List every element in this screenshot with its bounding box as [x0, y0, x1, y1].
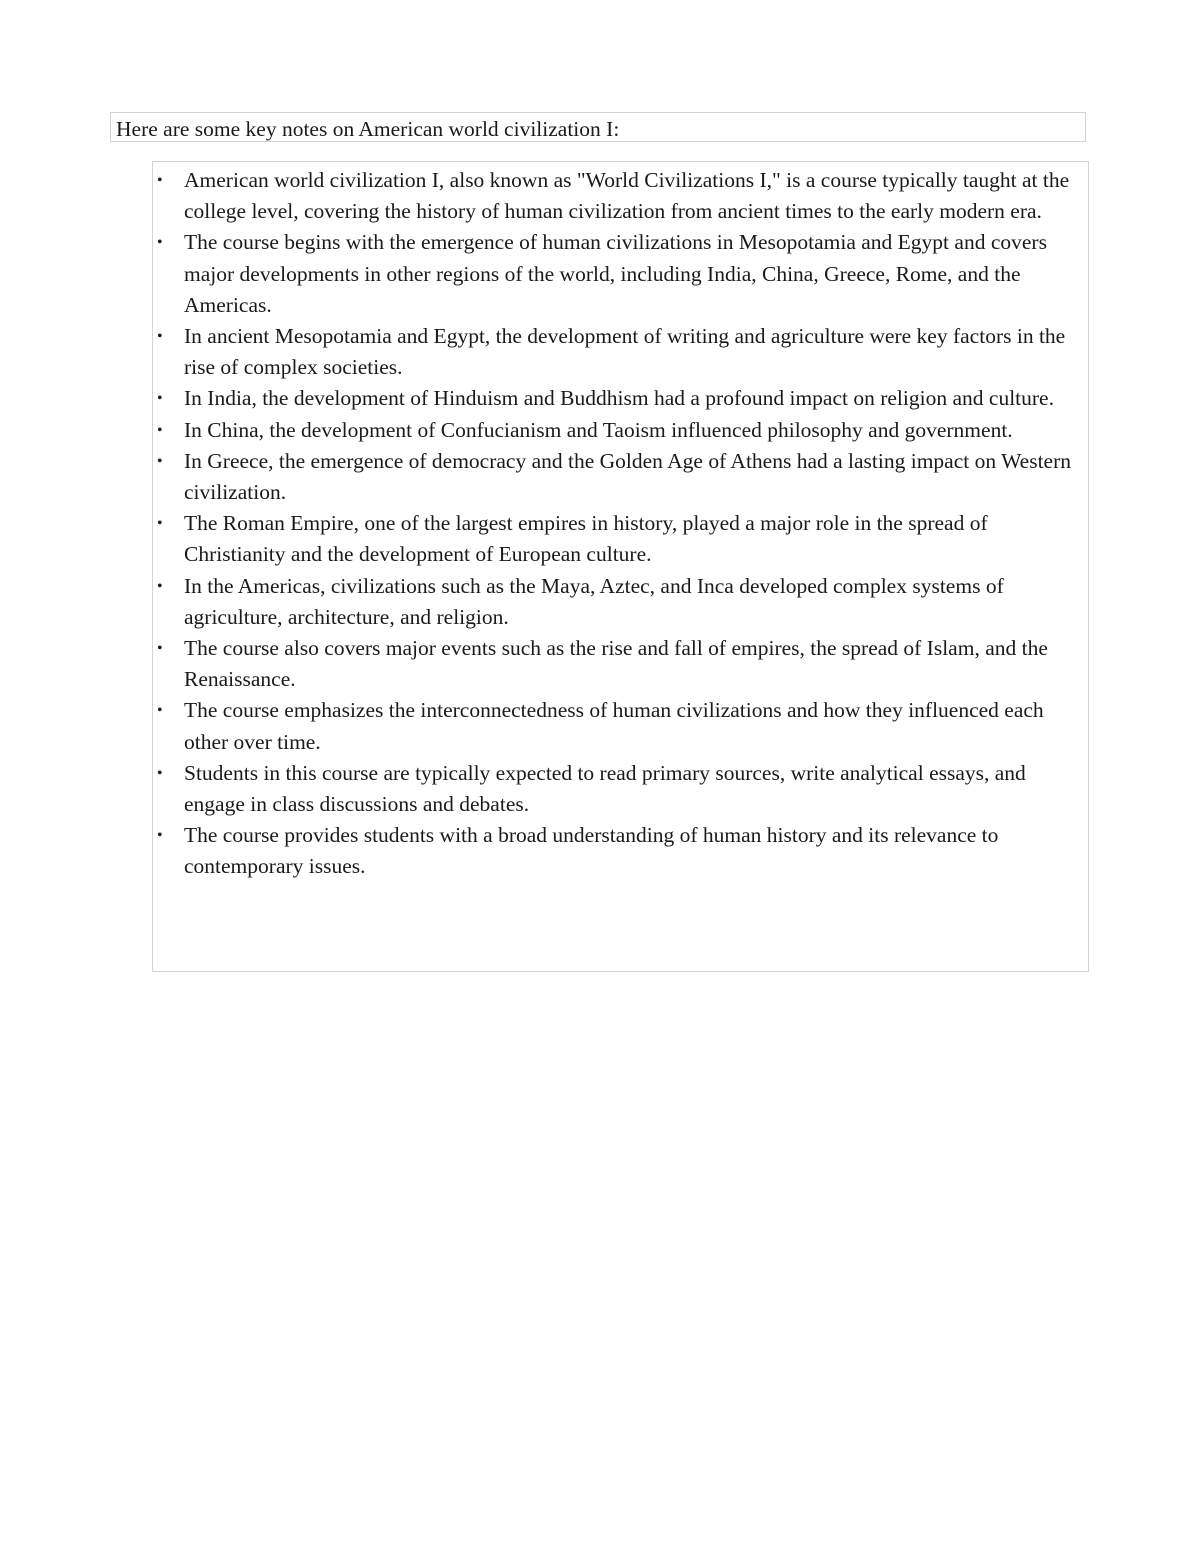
bullet-icon: •	[157, 577, 163, 595]
list-item	[153, 415, 1088, 446]
list-item-text: Students in this course are typically expected to read primary sources, write analytical essays, and engage in class discussions and debates.	[184, 760, 1026, 817]
bullet-icon: •	[157, 328, 163, 346]
list-item-text: The course emphasizes the interconnectedness of human civilizations and how they influenced each other over time.	[184, 698, 1044, 754]
list-item	[153, 571, 1088, 633]
list-item-text: American world civilization I, also known as "World Civilizations I," is a course typically taught at the college level, covering the history of human civilization from ancient times to the early modern era.	[184, 168, 1070, 224]
list-item	[153, 633, 1088, 695]
list-item-text: In Greece, the emergence of democracy and the Golden Age of Athens had a lasting impact on Western civilization.	[184, 448, 1072, 505]
list-item	[153, 165, 1088, 227]
intro-text-box	[110, 112, 1086, 142]
bullet-icon: •	[157, 234, 163, 252]
notes-list-box	[152, 161, 1089, 972]
bullet-icon: •	[157, 172, 163, 189]
bullet-icon: •	[157, 640, 163, 658]
bullet-icon: •	[157, 452, 163, 470]
list-item	[153, 227, 1088, 321]
bullet-icon: •	[157, 764, 163, 782]
list-item-text: In India, the development of Hinduism and Buddhism had a profound impact on religion and culture.	[184, 386, 1054, 411]
list-item-text: The Roman Empire, one of the largest empires in history, played a major role in the spread of Christianity and the development of European culture.	[184, 511, 988, 567]
list-item-text: In China, the development of Confucianism and Taoism influenced philosophy and government.	[184, 417, 1013, 442]
list-item	[153, 508, 1088, 570]
list-item-text: The course begins with the emergence of human civilizations in Mesopotamia and Egypt and covers major developments in other regions of the world, including India, China, Greece, Rome, and the Americas.	[184, 230, 1047, 317]
list-item	[153, 695, 1088, 757]
list-item-text: In the Americas, civilizations such as the Maya, Aztec, and Inca developed complex systems of agriculture, architecture, and religion.	[184, 573, 1004, 629]
list-item-text: The course provides students with a broad understanding of human history and its relevance to contemporary issues.	[184, 823, 999, 879]
list-item	[153, 321, 1088, 383]
list-item-text: The course also covers major events such as the rise and fall of empires, the spread of Islam, and the Renaissance.	[184, 636, 1048, 692]
notes-bullet-list	[153, 165, 1088, 883]
bullet-icon: •	[157, 515, 163, 533]
bullet-icon: •	[157, 421, 163, 439]
intro-text: Here are some key notes on American world civilization I:	[116, 117, 620, 141]
list-item	[153, 758, 1088, 820]
list-item	[153, 446, 1088, 508]
bullet-icon: •	[157, 827, 163, 845]
bullet-icon: •	[157, 702, 163, 720]
list-item-text: In ancient Mesopotamia and Egypt, the development of writing and agriculture were key factors in the rise of complex societies.	[184, 324, 1066, 380]
list-item	[153, 820, 1088, 882]
list-item	[153, 383, 1088, 414]
bullet-icon: •	[157, 390, 163, 408]
